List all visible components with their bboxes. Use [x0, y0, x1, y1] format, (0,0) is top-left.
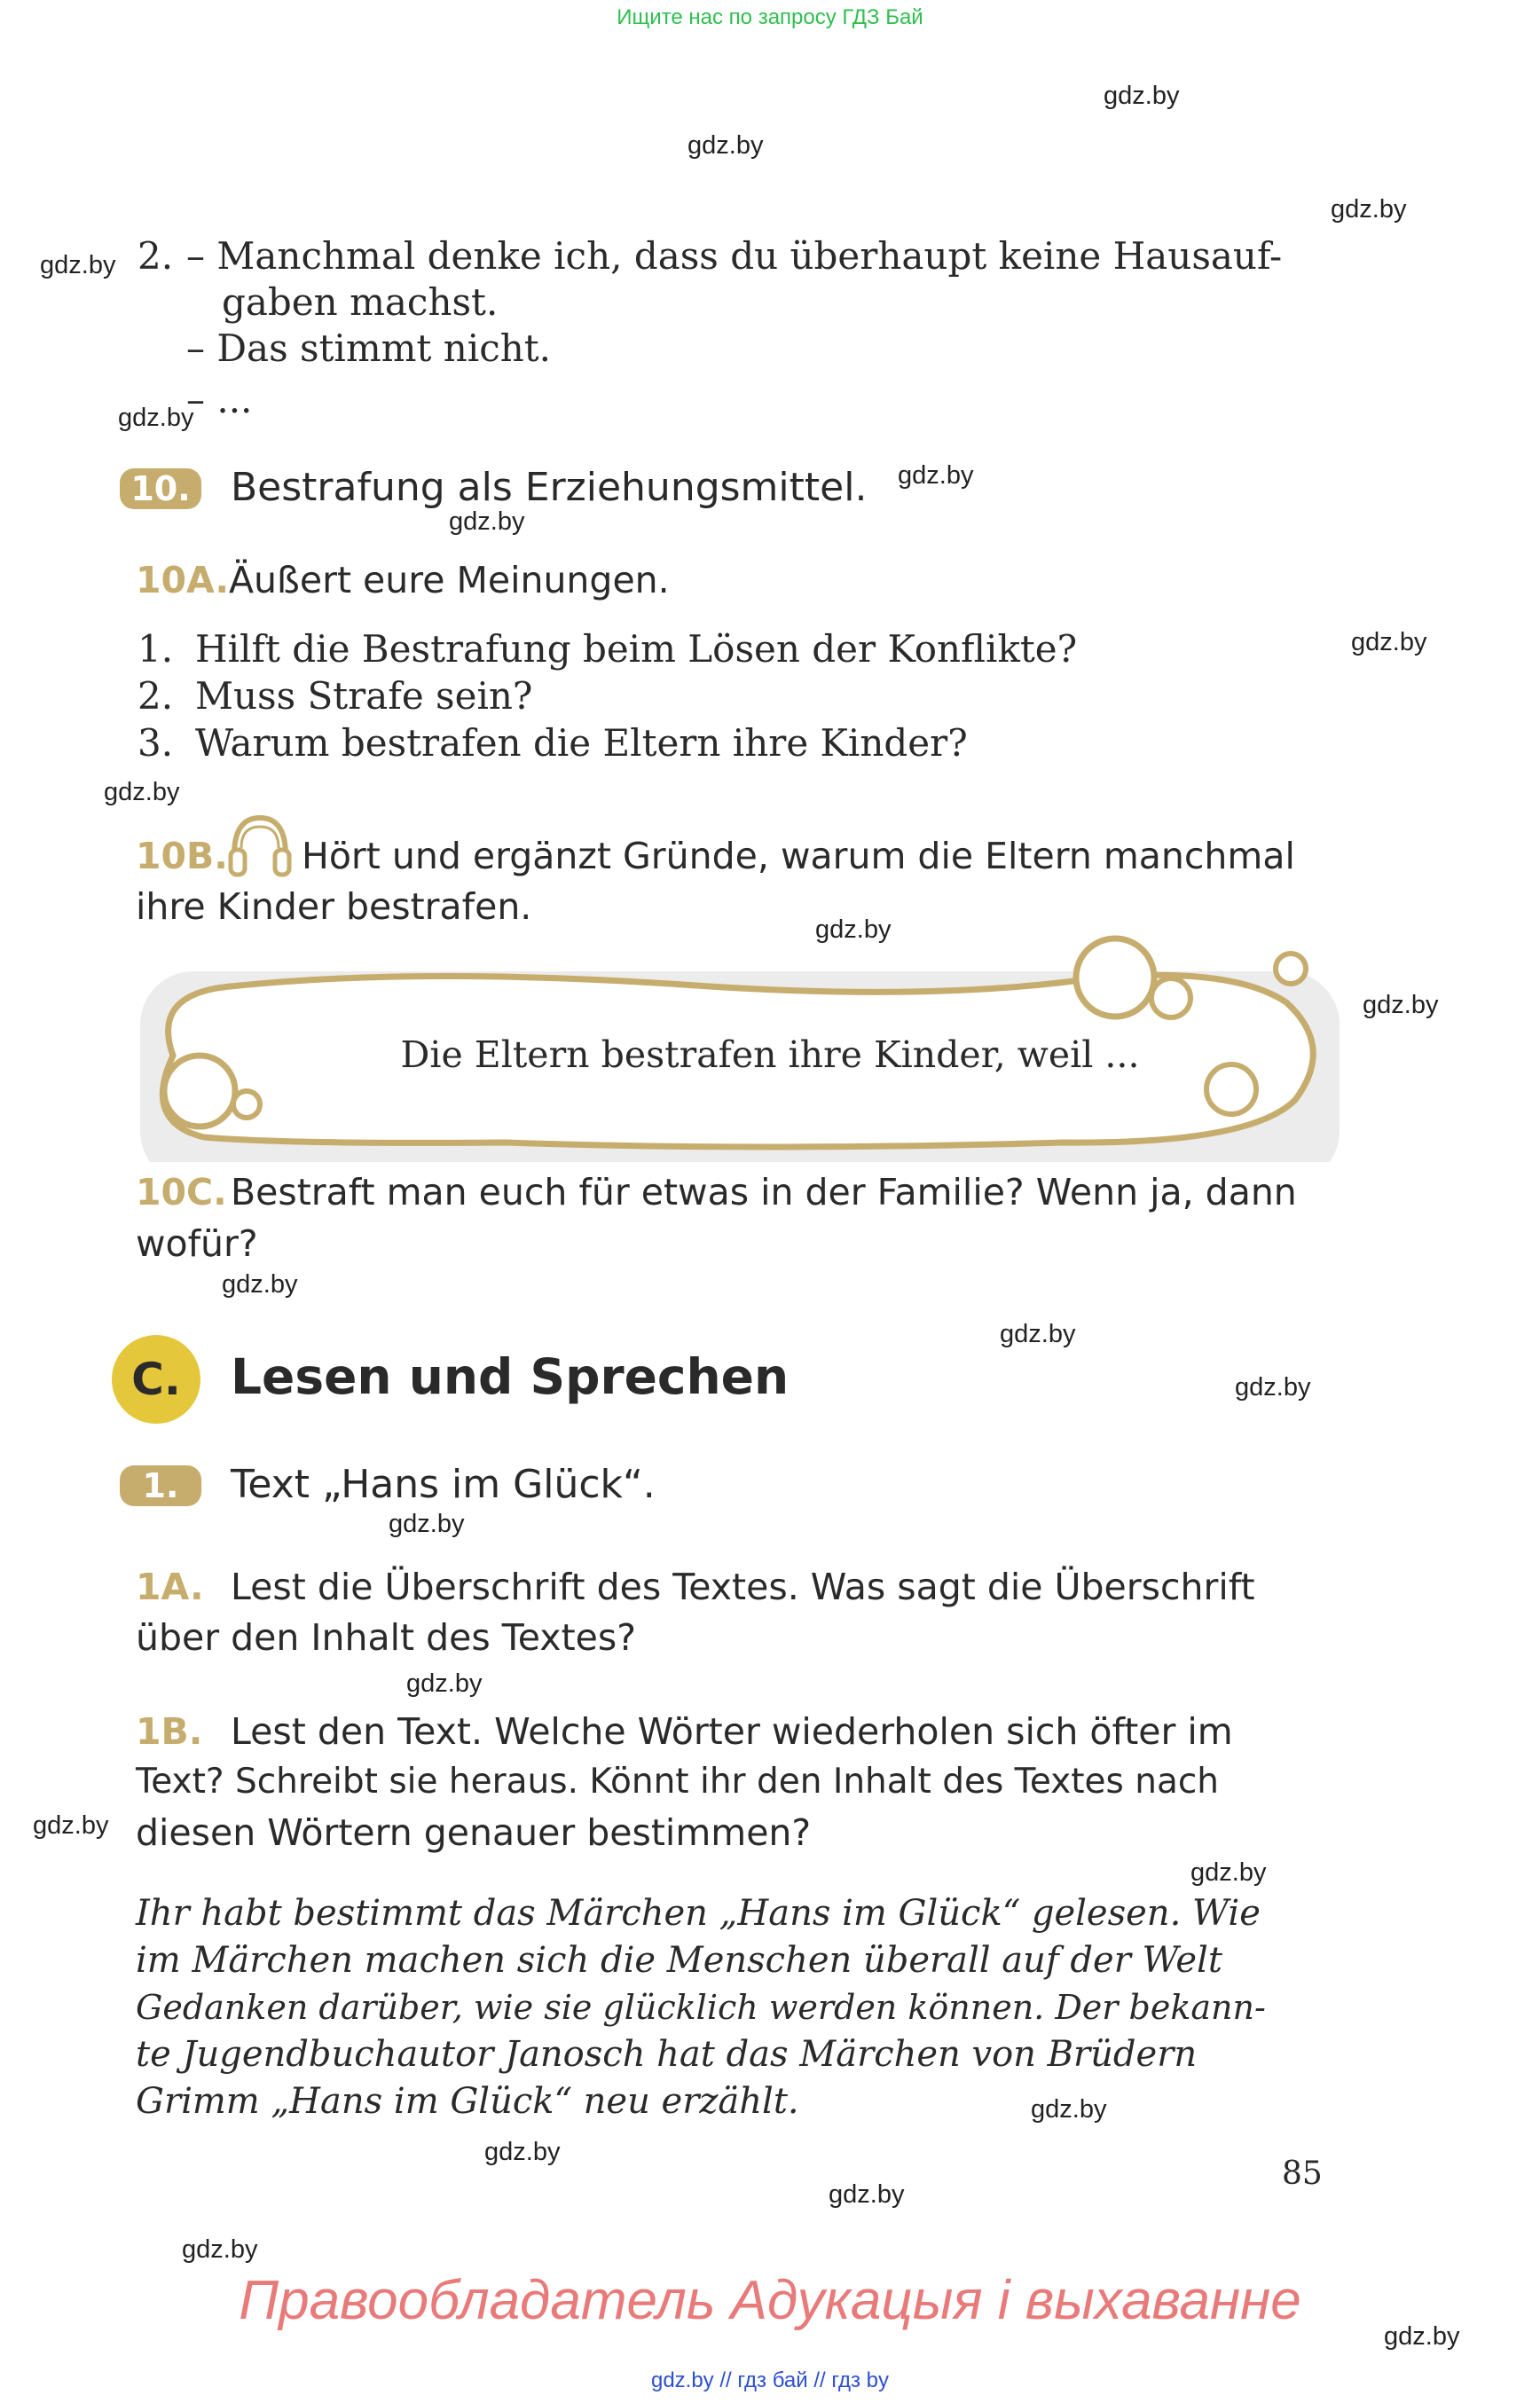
task-text: Bestraft man euch für etwas in der Familie? Wenn ja, dann: [231, 1171, 1297, 1213]
watermark: gdz.by: [1384, 2322, 1460, 2351]
watermark: gdz.by: [33, 1811, 109, 1840]
task-text: Lest den Text. Welche Wörter wiederholen sich öfter im: [231, 1710, 1233, 1753]
question-text: Muss Strafe sein?: [195, 674, 533, 718]
watermark: gdz.by: [829, 2180, 905, 2209]
intro-text: te Jugendbuchautor Janosch hat das Märchen von Brüdern: [136, 2034, 1198, 2075]
task-label: 10B.: [136, 835, 228, 877]
watermark: gdz.by: [1104, 82, 1180, 110]
task-text: diesen Wörtern genauer bestimmen?: [136, 1811, 812, 1854]
watermark: gdz.by: [1363, 991, 1439, 1019]
dialog-number: 2.: [138, 234, 174, 278]
task-text: ihre Kinder bestrafen.: [136, 885, 532, 928]
dialog-line: – Manchmal denke ich, dass du überhaupt keine Hausauf-: [186, 234, 1283, 278]
exercise-badge: 1.: [120, 1465, 201, 1506]
task-text: Text? Schreibt sie heraus. Könnt ihr den Inhalt des Textes nach: [136, 1762, 1220, 1802]
task-text: Lest die Überschrift des Textes. Was sagt die Überschrift: [231, 1566, 1255, 1608]
task-text: über den Inhalt des Textes?: [136, 1616, 636, 1659]
section-letter: C.: [112, 1335, 200, 1424]
watermark: gdz.by: [484, 2138, 561, 2166]
watermark: gdz.by: [406, 1669, 483, 1698]
footer-links[interactable]: gdz.by // гдз бай // гдз by: [650, 2368, 890, 2392]
dialog-line: – Das stimmt nicht.: [186, 326, 551, 370]
watermark: gdz.by: [815, 915, 892, 944]
exercise-title: Text „Hans im Glück“.: [231, 1462, 656, 1507]
watermark: gdz.by: [1031, 2095, 1107, 2124]
task-text: wofür?: [136, 1222, 258, 1265]
watermark: gdz.by: [1000, 1320, 1076, 1348]
cloud-text: Die Eltern bestrafen ihre Kinder, weil ...: [400, 1033, 1140, 1076]
page-number: 85: [1282, 2156, 1323, 2192]
headphones-icon[interactable]: [225, 811, 295, 880]
intro-text: im Märchen machen sich die Menschen überall auf der Welt: [136, 1940, 1222, 1981]
question-text: Hilft die Bestrafung beim Lösen der Konflikte?: [195, 627, 1078, 671]
question-text: Warum bestrafen die Eltern ihre Kinder?: [195, 721, 968, 765]
watermark: gdz.by: [222, 1270, 298, 1299]
watermark: gdz.by: [449, 507, 525, 536]
watermark: gdz.by: [389, 1510, 465, 1538]
task-title: Äußert eure Meinungen.: [229, 559, 670, 601]
dialog-line: – ...: [186, 378, 253, 421]
watermark: gdz.by: [104, 778, 180, 806]
task-label: 1B.: [136, 1710, 203, 1753]
watermark: gdz.by: [182, 2235, 258, 2264]
intro-text: Gedanken darüber, wie sie glücklich werden können. Der bekann-: [136, 1988, 1266, 2027]
watermark: gdz.by: [688, 131, 764, 160]
exercise-title: Bestrafung als Erziehungsmittel.: [231, 465, 868, 510]
question-number: 1.: [138, 627, 174, 671]
watermark: gdz.by: [1235, 1373, 1311, 1402]
watermark: gdz.by: [1331, 195, 1407, 224]
watermark: gdz.by: [1190, 1858, 1267, 1887]
intro-text: Ihr habt bestimmt das Märchen „Hans im Glück“ gelesen. Wie: [136, 1893, 1261, 1934]
exercise-badge: 10.: [120, 468, 201, 509]
question-number: 3.: [138, 721, 174, 765]
watermark: gdz.by: [1351, 628, 1427, 656]
dialog-line: gaben machst.: [222, 280, 499, 324]
question-number: 2.: [138, 674, 174, 718]
header-link[interactable]: Ищите нас по запросу ГДЗ Бай: [617, 5, 923, 29]
copyright-notice: Правообладатель Адукацыя і выхаванне: [239, 2270, 1301, 2331]
task-label: 10C.: [136, 1171, 227, 1213]
watermark: gdz.by: [118, 404, 194, 432]
task-label: 1A.: [136, 1566, 204, 1608]
intro-text: Grimm „Hans im Glück“ neu erzählt.: [136, 2081, 799, 2122]
watermark: gdz.by: [40, 251, 116, 279]
watermark: gdz.by: [898, 461, 974, 490]
task-text: Hört und ergänzt Gründe, warum die Eltern manchmal: [302, 835, 1295, 877]
section-title: Lesen und Sprechen: [231, 1348, 790, 1405]
task-label: 10A.: [136, 559, 230, 601]
